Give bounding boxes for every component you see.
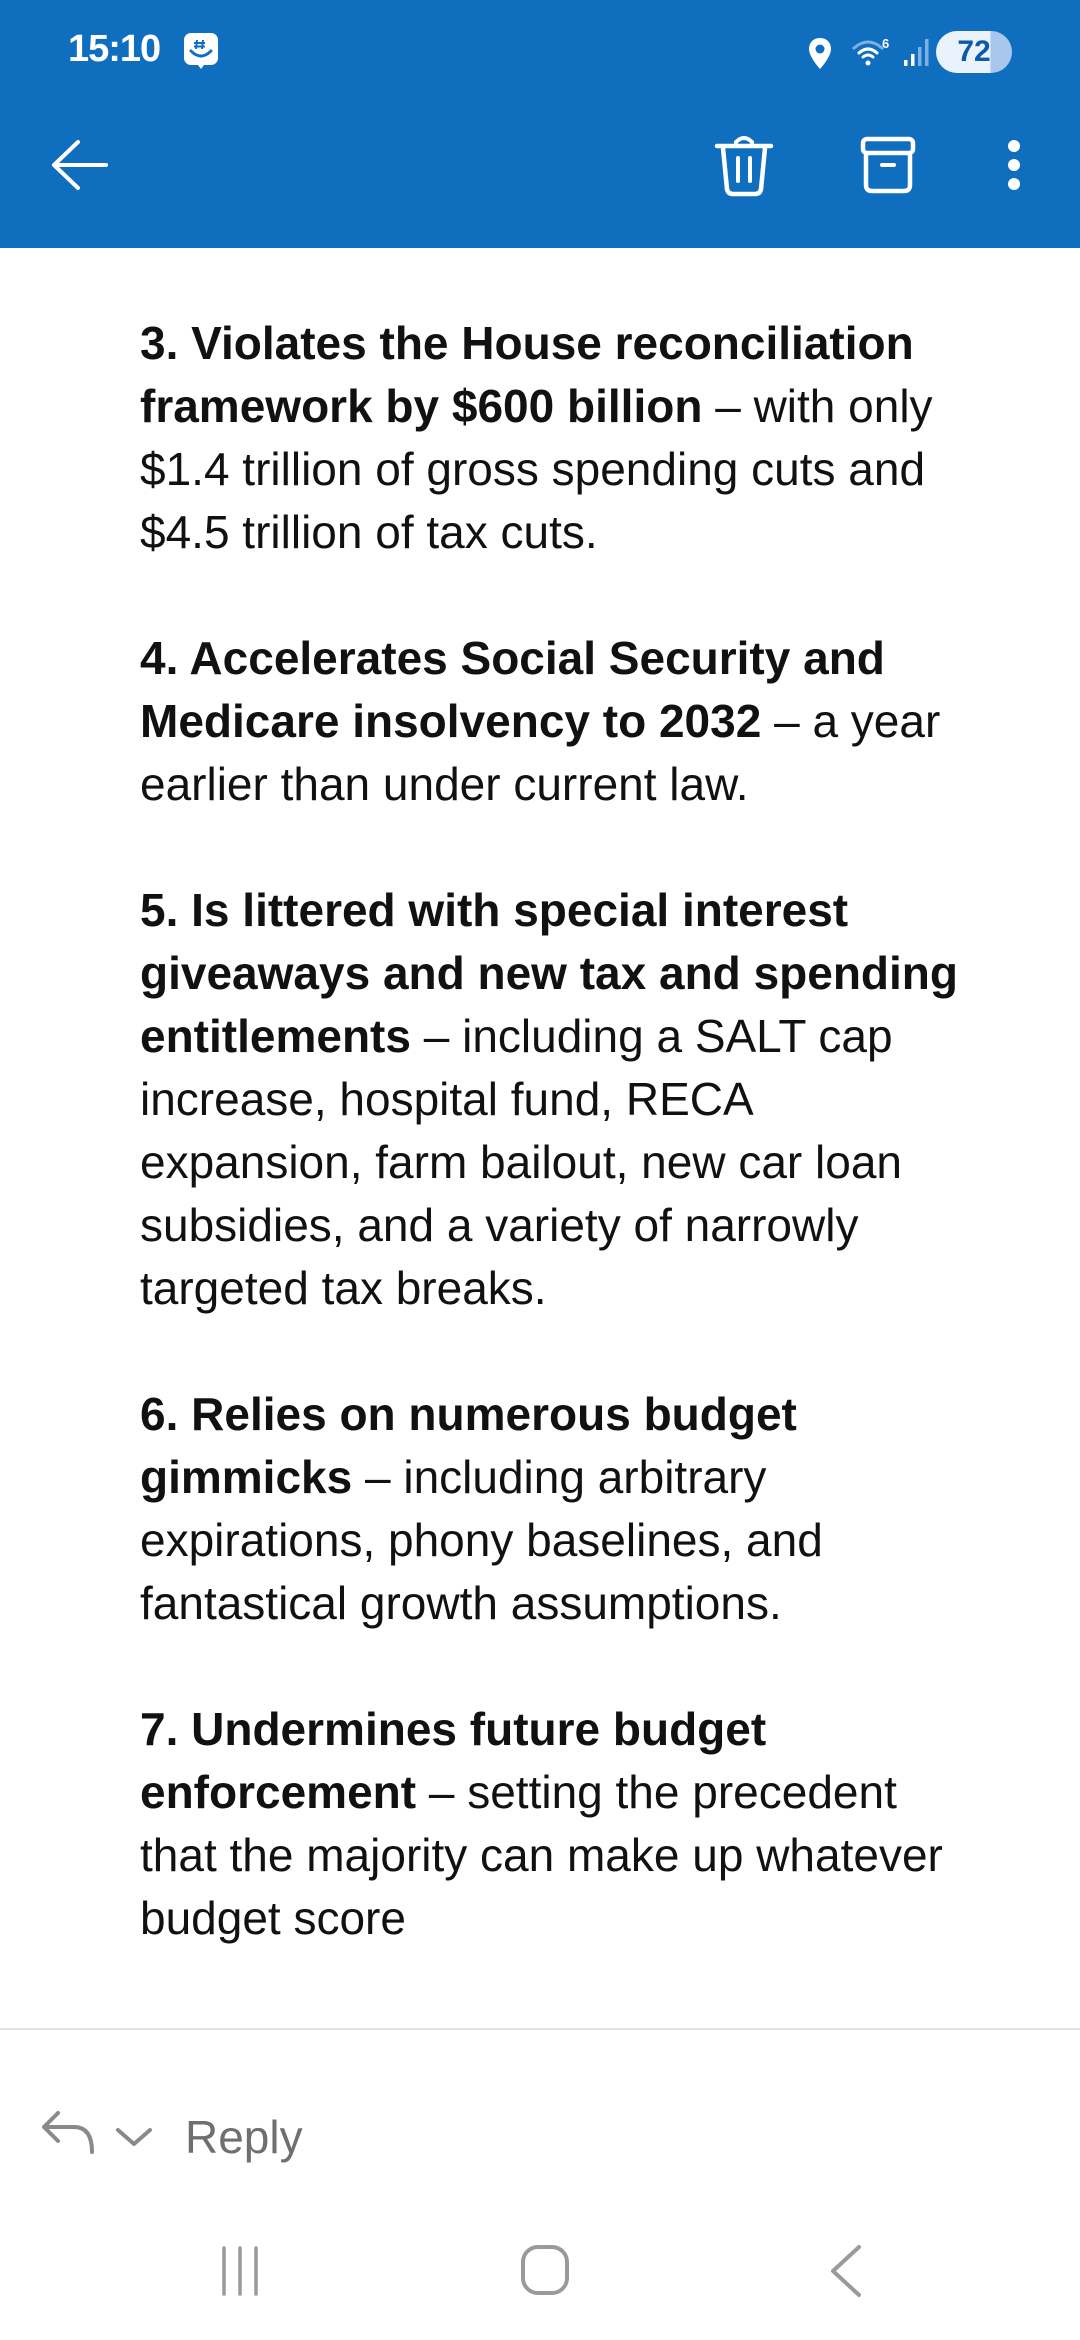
archive-icon	[860, 135, 916, 195]
item-text: – setting the precedent that the majority can make up whatever budget score	[140, 1766, 943, 1944]
item-text: – including arbitrary expirations, phony baselines, and fantastical growth assumptions.	[140, 1451, 823, 1629]
item-heading: 3. Violates the House reconciliation framework by $600 billion	[140, 317, 914, 432]
more-options-button[interactable]	[974, 120, 1054, 210]
delete-button[interactable]	[704, 120, 784, 210]
home-icon[interactable]	[520, 2244, 570, 2296]
email-body	[140, 312, 960, 2013]
svg-text:6: 6	[882, 36, 890, 51]
status-bar	[0, 0, 1080, 104]
item-text: – with only $1.4 trillion of gross spending cuts and $4.5 trillion of tax cuts.	[140, 380, 933, 558]
reply-icon[interactable]	[40, 2110, 100, 2156]
back-button[interactable]	[40, 120, 120, 210]
item-heading: 7. Undermines future budget enforcement	[140, 1703, 767, 1818]
recents-icon[interactable]	[215, 2246, 265, 2296]
app-bar	[0, 0, 1080, 248]
cell-signal-icon	[902, 36, 934, 68]
archive-button[interactable]	[848, 120, 928, 210]
item-text: – including a SALT cap increase, hospital fund, RECA expansion, farm bailout, new car loan subsidies, and a variety of narrowly targeted tax breaks.	[140, 1010, 902, 1314]
list-item	[140, 1698, 960, 1950]
item-heading: 4. Accelerates Social Security and Medicare insolvency to 2032	[140, 632, 885, 747]
item-heading: 5. Is littered with special interest giveaways and new tax and spending entitlements	[140, 884, 959, 1062]
back-icon[interactable]	[825, 2244, 865, 2298]
item-text: – a year earlier than under current law.	[140, 695, 941, 810]
list-item	[140, 312, 960, 564]
list-item	[140, 1383, 960, 1635]
chevron-down-icon[interactable]	[114, 2124, 154, 2150]
groupme-icon	[183, 32, 219, 70]
status-time: 15:10	[68, 28, 161, 70]
more-vert-icon	[1004, 137, 1024, 193]
system-nav-bar	[0, 2200, 1080, 2340]
reply-bar[interactable]	[0, 2030, 1080, 2200]
back-arrow-icon	[50, 139, 110, 191]
list-item	[140, 879, 960, 1320]
list-item	[140, 627, 960, 816]
wifi-6-icon	[852, 36, 894, 68]
battery-indicator: 72	[936, 31, 1012, 73]
item-heading: 6. Relies on numerous budget gimmicks	[140, 1388, 797, 1503]
location-icon	[806, 36, 834, 72]
reply-button[interactable]: Reply	[185, 2111, 303, 2163]
delete-icon	[714, 133, 774, 197]
